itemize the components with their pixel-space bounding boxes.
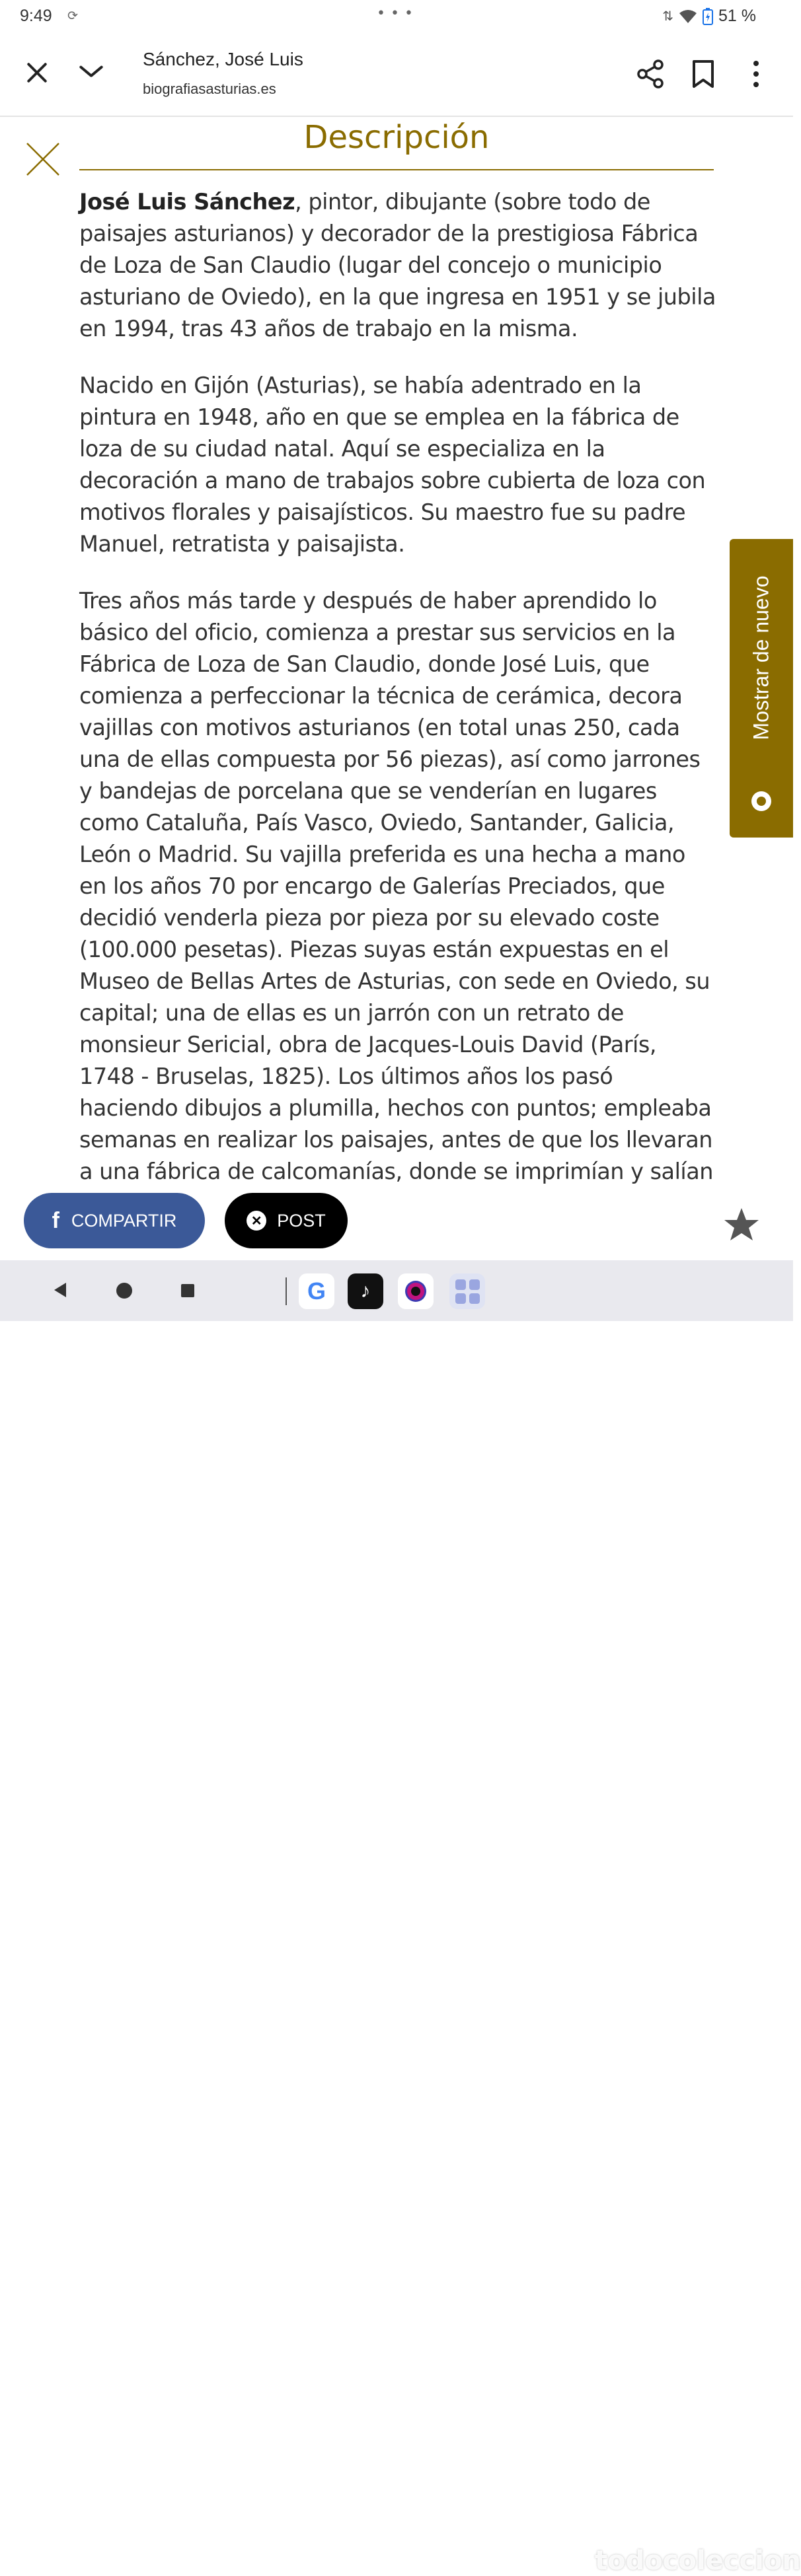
camera-app-icon[interactable]	[398, 1273, 434, 1309]
facebook-icon: f	[52, 1207, 59, 1233]
show-again-label: Mostrar de nuevo	[749, 575, 773, 740]
paragraph-2: Nacido en Gijón (Asturias), se había adentrado en la pintura en 1948, año en que se emplea en la fábrica de loza de su ciudad natal. Aquí se especializa en la decoración a mano de trabajos sobre cubierta de loza con motivos florales y paisajísticos. Su maestro fue su padre Manuel, retratista y paisajista.	[79, 373, 706, 557]
x-post-button[interactable]	[225, 1193, 348, 1248]
close-icon[interactable]	[24, 59, 50, 86]
x-icon: ✕	[247, 1211, 266, 1231]
watermark: todocoleccion	[595, 2546, 801, 2576]
battery-percent: 51 %	[718, 7, 756, 25]
facebook-share-button[interactable]	[24, 1193, 205, 1248]
paragraph-1	[79, 186, 717, 345]
show-again-tab[interactable]	[730, 539, 793, 838]
x-post-label: POST	[277, 1210, 326, 1231]
title-divider	[79, 169, 714, 170]
section-title: Descripción	[303, 119, 490, 156]
navigation-bar	[0, 1260, 801, 2576]
dock-divider	[286, 1277, 287, 1305]
facebook-share-label: COMPARTIR	[71, 1210, 177, 1231]
google-app-icon[interactable]: G	[299, 1273, 334, 1309]
custom-tab-toolbar	[0, 34, 793, 117]
wifi-icon	[679, 9, 697, 24]
battery-charging-icon	[703, 8, 713, 25]
more-dots-icon: •••	[377, 5, 418, 22]
home-icon[interactable]	[116, 1283, 132, 1299]
more-vert-icon[interactable]	[748, 58, 764, 90]
status-time: 9:49	[20, 7, 52, 25]
page-title: Sánchez, José Luis	[143, 49, 303, 69]
lifebuoy-icon	[751, 791, 771, 811]
screen-record-icon: ⟳	[67, 9, 78, 23]
status-bar	[0, 0, 793, 34]
data-arrows-icon: ⇅	[662, 9, 674, 24]
app-drawer-icon[interactable]	[449, 1273, 485, 1309]
chevron-down-icon[interactable]	[78, 61, 104, 85]
recents-icon[interactable]	[181, 1284, 194, 1297]
page-url[interactable]: biografiasasturias.es	[143, 81, 276, 97]
paragraph-3: Tres años más tarde y después de haber aprendido lo básico del oficio, comienza a prestar sus servicios en la Fábrica de Loza de San Claudio, donde José Luis, que comienza a perfeccionar la técnica de cerámica, decora vajillas con motivos asturianos (en total unas 250, cada una de ellas compuesta por 56 piezas), así como jarrones y bandejas de porcelana que se venderían en lugares como Cataluña, País Vasco, Oviedo, Santander, Galicia, León o Madrid. Su vajilla preferida es una hecha a mano en los años 70 por encargo de Galerías Preciados, que decidió venderla pieza por pieza por su elevado coste (100.000 pesetas). Piezas suyas están expuestas en el Museo de Bellas Artes de Asturias, con sede en Oviedo, su capital; una de ellas es un jarrón con un retrato de monsieur Sericial, obra de Jacques-Louis David (París, 1748 - Bruselas, 1825). Los últimos años los pasó haciendo dibujos a plumilla, hechos con puntos; empleaba semanas en realizar los paisajes, antes de que los llevaran a una fábrica de calcomanías, donde se imprimían y salían	[79, 588, 713, 1184]
share-icon[interactable]	[634, 58, 666, 90]
description-content[interactable]	[79, 186, 717, 1184]
person-name: José Luis Sánchez	[79, 189, 295, 215]
status-indicators	[662, 7, 756, 26]
panel-close-icon[interactable]	[25, 141, 61, 177]
paragraph-1-text: , pintor, dibujante (sobre todo de paisajes asturianos) y decorador de la prestigiosa Fábrica de Loza de San Claudio (lugar del concejo o municipio asturiano de Oviedo), en la que ingresa en 1951 y se jubila en 1994, tras 43 años de trabajo en la misma.	[79, 189, 716, 341]
tiktok-app-icon[interactable]: ♪	[348, 1273, 383, 1309]
star-icon[interactable]	[723, 1206, 760, 1243]
bookmark-icon[interactable]	[690, 59, 716, 89]
back-icon[interactable]	[54, 1283, 66, 1297]
